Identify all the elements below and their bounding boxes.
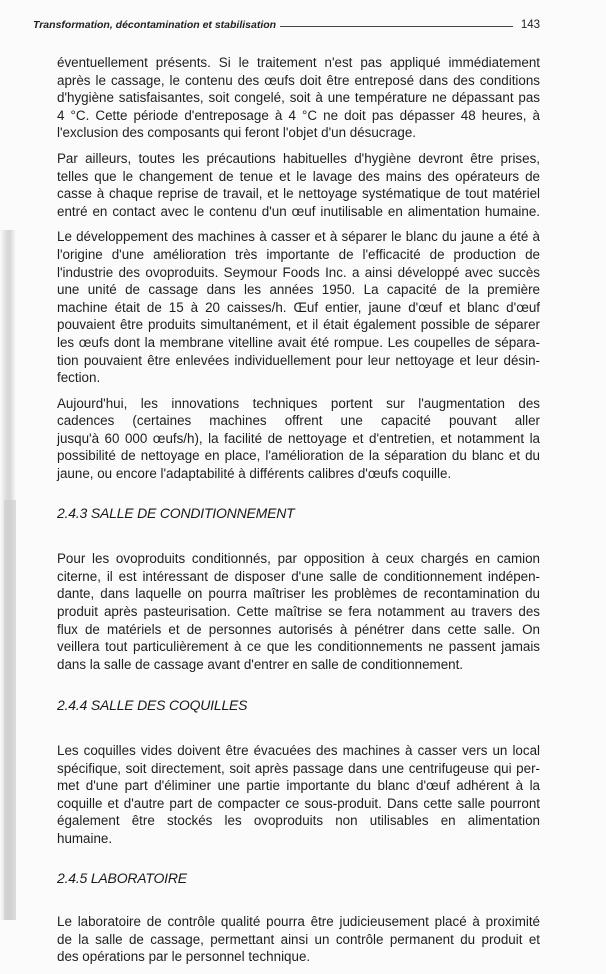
- text-line: flux de matériels et de personnes autorisés à pénétrer dans cette salle. On: [57, 621, 540, 637]
- text-line: Le laboratoire de contrôle qualité pourra être judicieusement placé à proximité: [57, 914, 540, 930]
- text-line: coquille et d'autre part de compacter ce sous-produit. Dans cette salle pourront: [57, 795, 540, 811]
- text-line: machine était de 15 à 20 caisses/h. Œuf entier, jaune d'œuf et blanc d'œuf: [57, 299, 540, 315]
- text-line: entré en contact avec le contenu d'un œuf inutilisable en alimentation humaine.: [57, 203, 540, 219]
- text-line: l'industrie des ovoproduits. Seymour Foods Inc. a ainsi développé avec succès: [57, 264, 540, 280]
- paragraph: [57, 54, 540, 142]
- page-number: 143: [520, 19, 540, 31]
- text-line: les œufs dont la membrane vitelline avait été rompue. Les coupelles de sépara-: [57, 334, 540, 350]
- text-line: après le cassage, le contenu des œufs doit être entreposé dans des conditions: [57, 72, 540, 88]
- text-line: possibilité de nettoyage en place, l'amélioration de la séparation du blanc et du: [57, 448, 540, 464]
- text-line: spécifique, soit directement, soit après passage dans une centrifugeuse qui per-: [57, 760, 540, 776]
- header-rule: [280, 26, 513, 27]
- page-body: [57, 54, 540, 974]
- text-line: Pour les ovoproduits conditionnés, par opposition à ceux chargés en camion: [57, 551, 540, 567]
- paragraph: [57, 150, 540, 220]
- scan-gutter-shadow: [4, 500, 16, 920]
- text-line: jusqu'à 60 000 œufs/h), la facilité de nettoyage et d'entretien, et notamment la: [57, 430, 540, 446]
- text-line: fection.: [57, 370, 101, 386]
- text-line: tion pouvaient être enlevées individuellement pour leur nettoyage et leur désin-: [57, 352, 540, 368]
- text-line: également être stockés les ovoproduits non utilisables en alimentation: [57, 813, 540, 829]
- text-line: met d'une part d'éliminer une partie importante du blanc d'œuf adhérent à la: [57, 778, 540, 794]
- text-line: citerne, il est intéressant de disposer d'une salle de conditionnement indépen-: [57, 568, 540, 584]
- text-line: humaine.: [57, 830, 113, 846]
- section-heading: 2.4.4 SALLE DES COQUILLES: [57, 697, 248, 714]
- text-line: une unité de cassage dans les années 1950. La capacité de la première: [57, 282, 540, 298]
- text-line: produit après pasteurisation. Cette maîtrise se fera notamment au travers des: [57, 604, 540, 620]
- text-line: 4 °C. Cette période d'entreposage à 4 °C ne doit pas dépasser 48 heures, à: [57, 107, 540, 123]
- running-title: Transformation, décontamination et stabilisation: [33, 19, 277, 31]
- text-line: d'hygiène satisfaisantes, soit congelé, soit à une température ne dépassant pas: [57, 90, 540, 106]
- paragraph: [57, 913, 540, 966]
- text-line: des opérations par le personnel technique.: [57, 949, 311, 965]
- text-line: pouvaient être produits simultanément, et il était également possible de séparer: [57, 317, 540, 333]
- text-line: Aujourd'hui, les innovations techniques portent sur l'augmentation des: [57, 395, 540, 411]
- text-line: Les coquilles vides doivent être évacuées des machines à casser vers un local: [57, 743, 540, 758]
- text-line: dante, dans laquelle on pourra maîtriser les problèmes de recontamination du: [57, 586, 540, 602]
- text-line: casse à chaque reprise de travail, et le nettoyage systématique de tout matériel: [57, 186, 540, 202]
- section-heading: 2.4.5 LABORATOIRE: [57, 869, 187, 886]
- paragraph: [57, 395, 540, 483]
- page-header: [33, 19, 540, 31]
- text-line: veillera tout particulièrement à ce que les conditionnements ne passent jamais: [57, 639, 540, 655]
- text-line: Par ailleurs, toutes les précautions habituelles d'hygiène devront être prises,: [57, 150, 540, 166]
- text-line: cadences (certaines machines offrent une capacité pouvant aller: [57, 413, 540, 429]
- paragraph: [57, 550, 540, 673]
- section-heading: 2.4.3 SALLE DE CONDITIONNEMENT: [57, 504, 295, 521]
- text-line: jaune, ou encore l'adaptabilité à différents calibres d'œufs coquille.: [57, 466, 452, 482]
- text-line: éventuellement présents. Si le traitement n'est pas appliqué immédiatement: [57, 55, 540, 70]
- text-line: dans la salle de cassage avant d'entrer en salle de conditionnement.: [57, 656, 464, 672]
- text-line: l'origine d'une amélioration très importante de l'efficacité de production de: [57, 246, 540, 262]
- text-line: Le développement des machines à casser et à séparer le blanc du jaune a été à: [57, 229, 540, 245]
- text-line: telles que le changement de tenue et le lavage des mains des opérateurs de: [57, 168, 540, 184]
- paragraph: [57, 228, 540, 386]
- paragraph: [57, 742, 540, 848]
- text-line: de la salle de cassage, permettant ainsi un contrôle permanent du produit et: [57, 931, 540, 947]
- text-line: l'exclusion des composants qui feront l'objet d'un désucrage.: [57, 125, 417, 141]
